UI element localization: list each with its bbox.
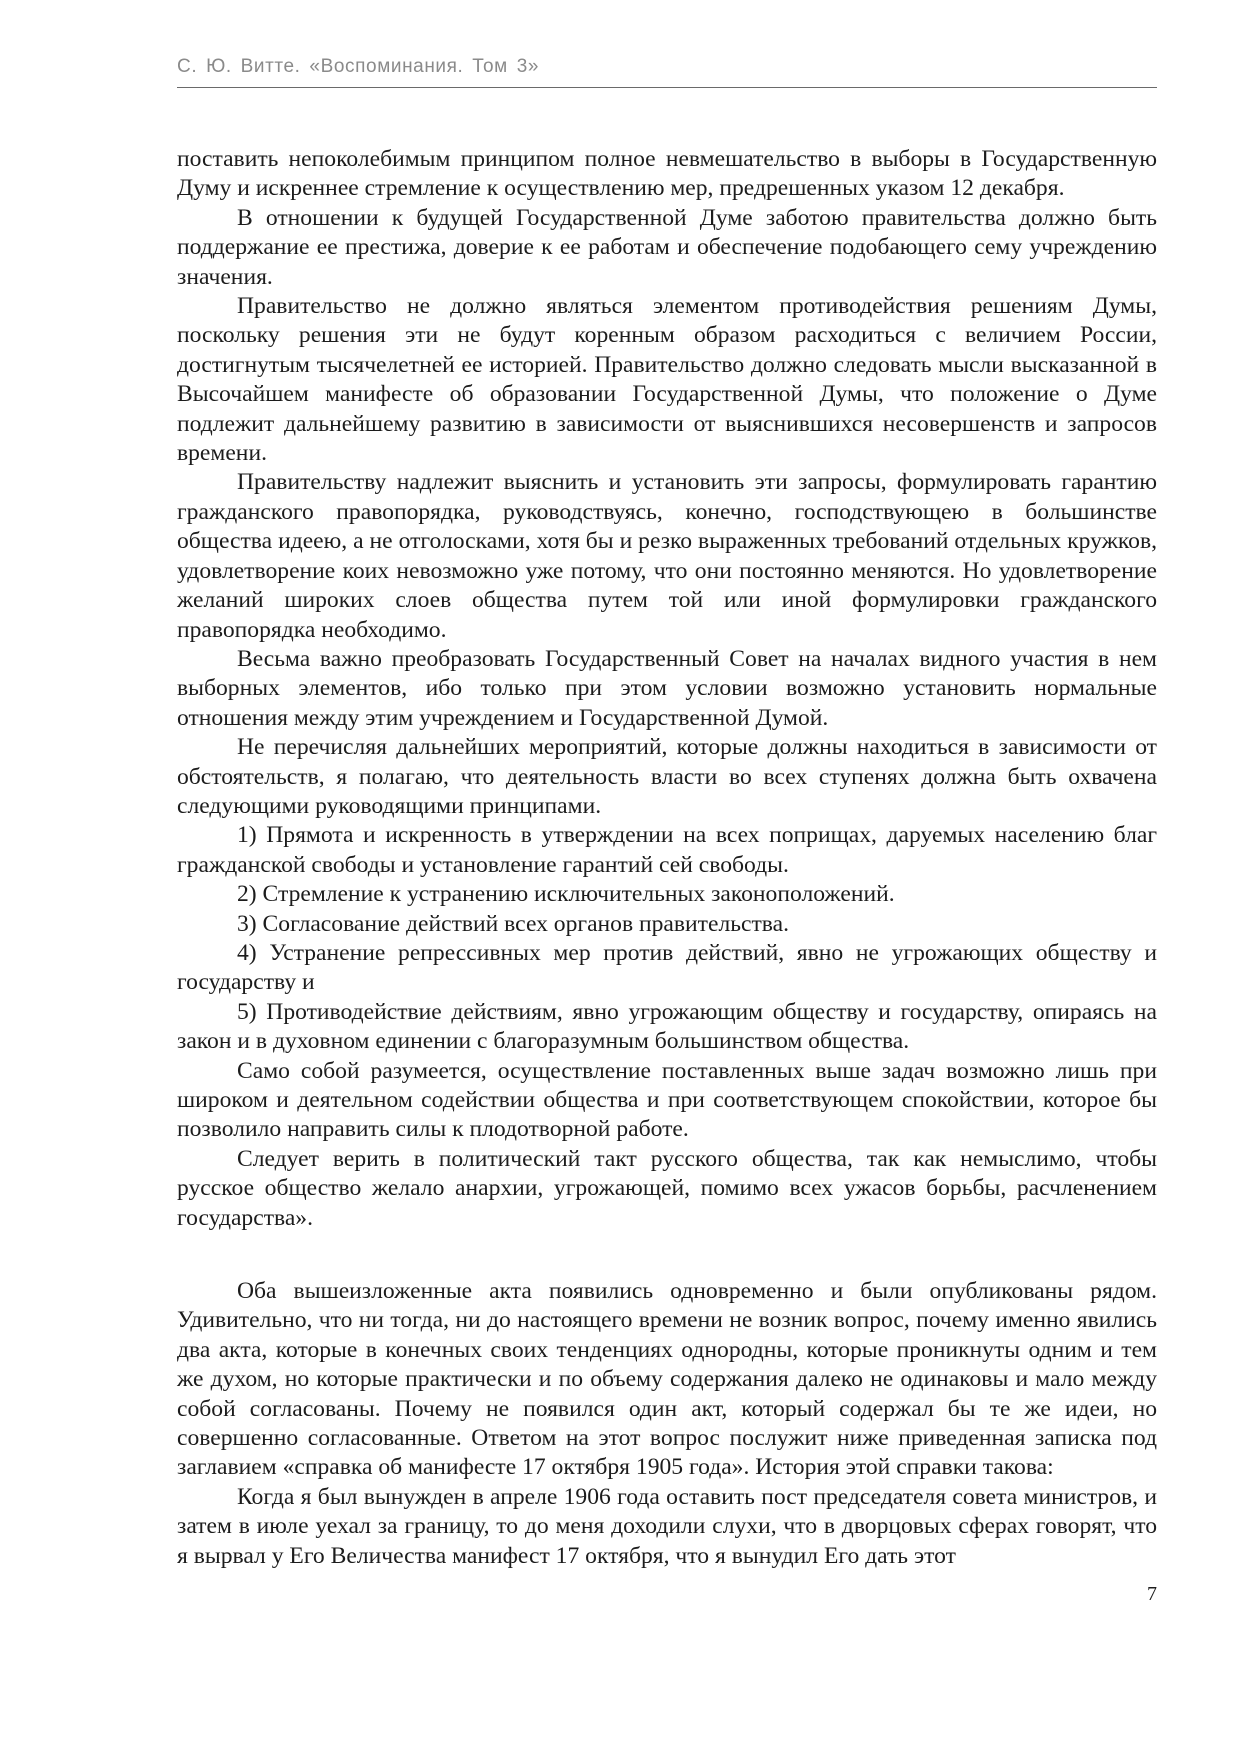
paragraph-continuation: поставить непоколебимым принципом полное невмешательство в выборы в Государственную Думу и искреннее стремление к осуществлению мер, предрешенных указом 12 декабря. (177, 146, 1157, 202)
body-text (177, 145, 1157, 1571)
paragraph: Весьма важно преобразовать Государственный Совет на началах видного участия в нем выборных элементов, ибо только при этом условии возможно установить нормальные отношения между этим учреждением и Государственной Думой. (177, 645, 1157, 731)
list-item-principle-3: 3) Согласование действий всех органов правительства. (237, 910, 789, 937)
paragraph-quote-end: Следует верить в политический такт русского общества, так как немыслимо, чтобы русское общество желало анархии, угрожающей, помимо всех ужасов борьбы, расчленением государства». (177, 1145, 1157, 1231)
list-item-principle-5: 5) Противодействие действиям, явно угрожающим обществу и государству, опираясь на закон и в духовном единении с благоразумным большинством общества. (177, 998, 1157, 1055)
paragraph: Когда я был вынужден в апреле 1906 года оставить пост председателя совета министров, и затем в июле уехал за границу, то до меня доходили слухи, что в дворцовых сферах говорят, что я вырвал у Его Величества манифест 17 октября, что я вынудил Его дать этот (177, 1483, 1157, 1569)
header-rule (177, 87, 1157, 88)
list-item-principle-4: 4) Устранение репрессивных мер против действий, явно не угрожающих обществу и государству и (177, 939, 1157, 996)
paragraph: Правительству надлежит выяснить и установить эти запросы, формулировать гарантию гражданского правопорядка, руководствуясь, конечно, господствующею в большинстве общества идеею, а не отголосками, хотя бы и резко выраженных требований отдельных кружков, удовлетворение коих невозможно уже потому, что они постоянно меняются. Но удовлетворение желаний широких слоев общества путем той или иной формулировки гражданского правопорядка необходимо. (177, 469, 1157, 643)
paragraph: Не перечисляя дальнейших мероприятий, которые должны находиться в зависимости от обстоятельств, я полагаю, что деятельность власти во всех ступенях должна быть охвачена следующими руководящими принципами. (177, 734, 1157, 819)
page-number: 7 (1147, 1583, 1157, 1605)
list-item-principle-1: 1) Прямота и искренность в утверждении на всех поприщах, даруемых населению благ гражданской свободы и установление гарантий сей свободы. (177, 822, 1157, 878)
running-header: С. Ю. Витте. «Воспоминания. Том 3» (177, 56, 540, 77)
list-item-principle-2: 2) Стремление к устранению исключительных законоположений. (237, 881, 895, 908)
paragraph-section-start: Оба вышеизложенные акта появились одновременно и были опубликованы рядом. Удивительно, что ни тогда, ни до настоящего времени не возник вопрос, почему именно явились два акта, которые в конечных своих тенденциях однородны, которые проникнуты одним и тем же духом, но которые практически и по объему содержания далеко не одинаковы и мало между собой согласованы. Почему не появился один акт, который содержал бы те же идеи, но совершенно согласованные. Ответом на этот вопрос послужит ниже приведенная записка под заглавием «справка об манифесте 17 октября 1905 года». История этой справки такова: (177, 1278, 1157, 1481)
paragraph: В отношении к будущей Государственной Думе заботою правительства должно быть поддержание ее престижа, доверие к ее работам и обеспечение подобающего сему учреждению значения. (177, 204, 1157, 290)
paragraph: Само собой разумеется, осуществление поставленных выше задач возможно лишь при широком и деятельном содействии общества и при соответствующем спокойствии, которое бы позволило направить силы к плодотворной работе. (177, 1057, 1157, 1143)
paragraph: Правительство не должно являться элементом противодействия решениям Думы, поскольку решения эти не будут коренным образом расходиться с величием России, достигнутым тысячелетней ее историей. Правительство должно следовать мысли высказанной в Высочайшем манифесте об образовании Государственной Думы, что положение о Думе подлежит дальнейшему развитию в зависимости от выяснившихся несовершенств и запросов времени. (177, 293, 1157, 467)
